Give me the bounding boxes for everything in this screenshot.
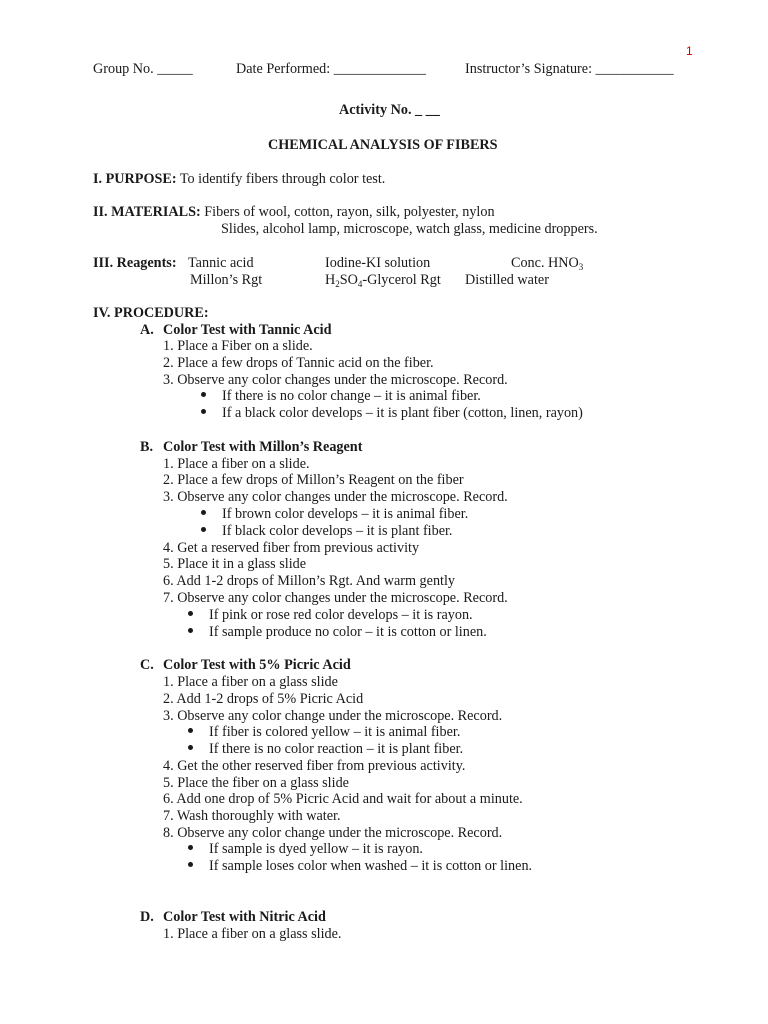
- group-number-field: Group No. _____: [93, 61, 193, 77]
- list-item: 2. Place a few drops of Millon’s Reagent on the fiber: [163, 472, 464, 488]
- list-item: 8. Observe any color change under the microscope. Record.: [163, 825, 503, 841]
- reagent-iodine-ki: Iodine-KI solution: [325, 255, 431, 271]
- list-item: If there is no color reaction – it is plant fiber.: [209, 741, 464, 757]
- list-item: 3. Observe any color changes under the microscope. Record.: [163, 372, 508, 388]
- bullet-icon: [201, 409, 206, 414]
- list-item: 3. Observe any color change under the microscope. Record.: [163, 708, 503, 724]
- bullet-icon: [188, 611, 193, 616]
- list-item: 1. Place a fiber on a slide.: [163, 456, 310, 472]
- bullet-icon: [188, 745, 193, 750]
- section-d-title: Color Test with Nitric Acid: [163, 909, 326, 925]
- bullet-icon: [188, 862, 193, 867]
- bullet-icon: [188, 845, 193, 850]
- materials-line-1: Fibers of wool, cotton, rayon, silk, polyester, nylon: [200, 204, 495, 220]
- reagent-millons: Millon’s Rgt: [190, 272, 263, 288]
- reagent-nitric-acid: Conc. $HNO_3$: [511, 255, 584, 272]
- section-c-letter: C.: [140, 657, 154, 673]
- list-item: 4. Get the other reserved fiber from previous activity.: [163, 758, 466, 774]
- reagent-sulfuric-glycerol: $H_2SO_4$-Glycerol Rgt: [325, 272, 441, 289]
- procedure-label: IV. PROCEDURE:: [93, 305, 209, 321]
- list-item: 4. Get a reserved fiber from previous activity: [163, 540, 420, 556]
- list-item: If sample produce no color – it is cotton or linen.: [209, 624, 487, 640]
- date-performed-field: Date Performed: _____________: [236, 61, 426, 77]
- section-c-title: Color Test with 5% Picric Acid: [163, 657, 351, 673]
- list-item: 6. Add 1-2 drops of Millon’s Rgt. And warm gently: [163, 573, 456, 589]
- list-item: 1. Place a Fiber on a slide.: [163, 338, 313, 354]
- list-item: 7. Wash thoroughly with water.: [163, 808, 341, 824]
- list-item: 3. Observe any color changes under the microscope. Record.: [163, 489, 508, 505]
- list-item: 1. Place a fiber on a glass slide: [163, 674, 338, 690]
- section-a-letter: A.: [140, 322, 154, 338]
- section-b-letter: B.: [140, 439, 154, 455]
- list-item: If black color develops – it is plant fiber.: [222, 523, 453, 539]
- list-item: 6. Add one drop of 5% Picric Acid and wait for about a minute.: [163, 791, 523, 807]
- page-number: 1: [686, 44, 693, 58]
- activity-number: Activity No. _ __: [339, 102, 440, 118]
- list-item: 2. Place a few drops of Tannic acid on the fiber.: [163, 355, 434, 371]
- document-title: CHEMICAL ANALYSIS OF FIBERS: [268, 137, 498, 153]
- list-item: 5. Place it in a glass slide: [163, 556, 307, 572]
- purpose-label: I. PURPOSE:: [93, 171, 177, 187]
- bullet-icon: [201, 527, 206, 532]
- materials-section: [93, 204, 495, 220]
- bullet-icon: [201, 392, 206, 397]
- bullet-icon: [188, 628, 193, 633]
- list-item: If sample loses color when washed – it is cotton or linen.: [209, 858, 533, 874]
- list-item: 7. Observe any color changes under the microscope. Record.: [163, 590, 508, 606]
- list-item: 2. Add 1-2 drops of 5% Picric Acid: [163, 691, 364, 707]
- list-item: If pink or rose red color develops – it is rayon.: [209, 607, 473, 623]
- list-item: If a black color develops – it is plant fiber (cotton, linen, rayon): [222, 405, 583, 421]
- list-item: If brown color develops – it is animal fiber.: [222, 506, 469, 522]
- section-b-title: Color Test with Millon’s Reagent: [163, 439, 363, 455]
- section-d-letter: D.: [140, 909, 154, 925]
- list-item: 5. Place the fiber on a glass slide: [163, 775, 349, 791]
- list-item: If fiber is colored yellow – it is animal fiber.: [209, 724, 461, 740]
- purpose-text: To identify fibers through color test.: [176, 171, 386, 187]
- list-item: If sample is dyed yellow – it is rayon.: [209, 841, 423, 857]
- bullet-icon: [188, 728, 193, 733]
- reagent-distilled-water: Distilled water: [465, 272, 549, 288]
- materials-label: II. MATERIALS:: [93, 204, 201, 220]
- list-item: 1. Place a fiber on a glass slide.: [163, 926, 342, 942]
- section-a-title: Color Test with Tannic Acid: [163, 322, 332, 338]
- reagent-tannic-acid: Tannic acid: [188, 255, 254, 271]
- purpose-section: [93, 171, 385, 187]
- list-item: If there is no color change – it is animal fiber.: [222, 388, 481, 404]
- materials-line-2: Slides, alcohol lamp, microscope, watch glass, medicine droppers.: [221, 221, 598, 237]
- bullet-icon: [201, 510, 206, 515]
- instructor-signature-field: Instructor’s Signature: ___________: [465, 61, 674, 77]
- reagents-label: III. Reagents:: [93, 255, 177, 271]
